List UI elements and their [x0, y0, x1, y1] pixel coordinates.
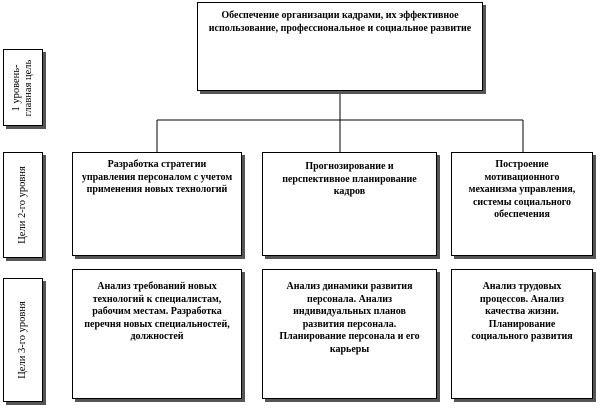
level-2-label: Цели 2-го уровня — [17, 166, 28, 244]
level-3-label: Цели 3-го уровня — [17, 301, 28, 379]
level-2-goal-box — [262, 152, 437, 256]
level-2-goal-text: Прогнозирование и перспективное планирование кадров — [282, 161, 417, 197]
level-3-goal-text: Анализ динамики развития персонала. Анализ индивидуальных планов развития персонала. Планирование персонала и его карьеры — [279, 281, 420, 355]
level-2-goal-text: Построение мотивационного механизма управления, системы социального обеспечения — [468, 159, 576, 220]
level-2-goal-text: Разработка стратегии управления персоналом с учетом применения новых технологий — [81, 159, 233, 195]
level-2-goal-box — [451, 152, 593, 256]
main-goal-box — [197, 2, 483, 91]
level-1-label-box — [3, 49, 43, 126]
level-3-label-box — [3, 278, 43, 402]
level-2-label-box — [3, 152, 43, 258]
level-1-label: 1 уровень-главная цель — [11, 59, 34, 116]
main-goal-text: Обеспечение организации кадрами, их эффективное использование, профессиональное и социальное развитие — [208, 10, 472, 34]
level-3-goal-text: Анализ требований новых технологий к специалистам, рабочим местам. Разработка перечня новых специальностей, должностей — [84, 281, 230, 342]
level-3-goal-box — [262, 269, 437, 399]
level-3-goal-box — [451, 269, 593, 399]
level-2-goal-box — [72, 152, 242, 256]
level-3-goal-text: Анализ трудовых процессов. Анализ качества жизни. Планирование социального развития — [471, 281, 573, 342]
level-3-goal-box — [72, 269, 242, 399]
